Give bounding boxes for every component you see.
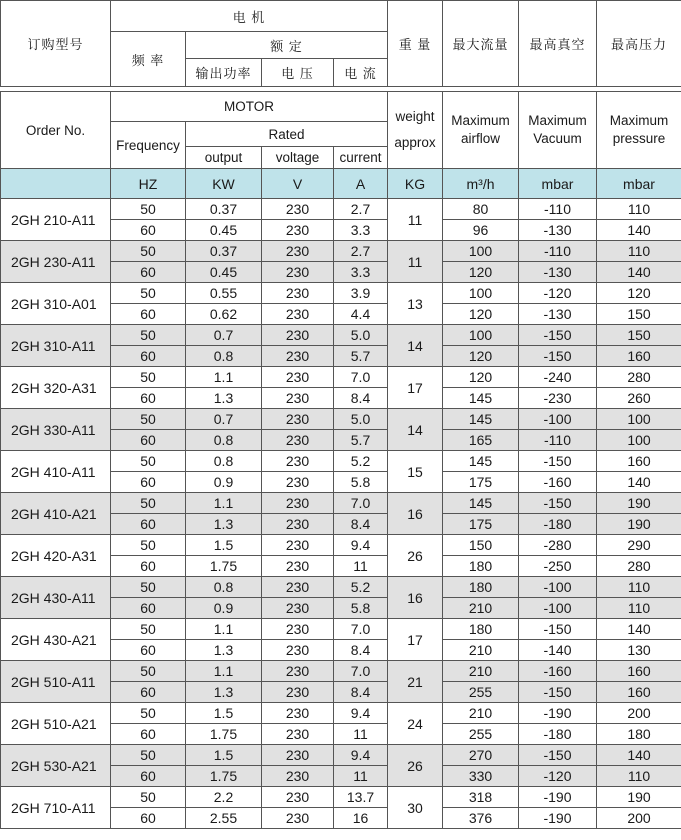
model-name: 2GH 710-A11	[1, 787, 111, 829]
frequency-cell: 50	[111, 577, 186, 598]
voltage-header-cn: 电 压	[262, 59, 334, 87]
weight-cell: 17	[388, 619, 443, 661]
current-cell: 5.2	[334, 451, 388, 472]
frequency-cell: 50	[111, 703, 186, 724]
model-name: 2GH 430-A11	[1, 577, 111, 619]
weight-label-line2: approx	[394, 135, 436, 150]
airflow-cell: 100	[443, 283, 519, 304]
weight-cell: 16	[388, 577, 443, 619]
output-cell: 2.2	[186, 787, 262, 808]
voltage-cell: 230	[262, 199, 334, 220]
weight-cell: 13	[388, 283, 443, 325]
table-row	[1, 535, 681, 556]
airflow-cell: 100	[443, 325, 519, 346]
weight-cell: 17	[388, 367, 443, 409]
model-name: 2GH 510-A11	[1, 661, 111, 703]
output-cell: 1.75	[186, 766, 262, 787]
pressure-cell: 160	[597, 661, 681, 682]
airflow-cell: 270	[443, 745, 519, 766]
unit-pressure: mbar	[597, 169, 681, 199]
frequency-cell: 60	[111, 430, 186, 451]
output-cell: 1.75	[186, 724, 262, 745]
vacuum-cell: -150	[519, 493, 597, 514]
frequency-cell: 50	[111, 493, 186, 514]
output-cell: 0.8	[186, 451, 262, 472]
voltage-cell: 230	[262, 514, 334, 535]
output-cell: 0.8	[186, 577, 262, 598]
model-name: 2GH 410-A11	[1, 451, 111, 493]
table-row	[1, 703, 681, 724]
pressure-cell: 120	[597, 283, 681, 304]
airflow-cell: 145	[443, 388, 519, 409]
vacuum-cell: -190	[519, 808, 597, 829]
model-name: 2GH 310-A11	[1, 325, 111, 367]
frequency-header-cn: 频 率	[111, 32, 186, 87]
vacuum-cell: -100	[519, 577, 597, 598]
pressure-cell: 190	[597, 514, 681, 535]
pressure-cell: 260	[597, 388, 681, 409]
current-cell: 5.0	[334, 409, 388, 430]
airflow-cell: 120	[443, 346, 519, 367]
current-cell: 3.9	[334, 283, 388, 304]
table-row	[1, 199, 681, 220]
pressure-cell: 150	[597, 304, 681, 325]
voltage-cell: 230	[262, 283, 334, 304]
vacuum-header-cn: 最高真空	[519, 1, 597, 87]
units-blank	[1, 169, 111, 199]
frequency-cell: 60	[111, 682, 186, 703]
vacuum-cell: -120	[519, 766, 597, 787]
pressure-cell: 140	[597, 262, 681, 283]
current-cell: 7.0	[334, 367, 388, 388]
model-name: 2GH 510-A21	[1, 703, 111, 745]
output-header-cn: 输出功率	[186, 59, 262, 87]
voltage-cell: 230	[262, 388, 334, 409]
current-cell: 9.4	[334, 745, 388, 766]
pressure-cell: 200	[597, 808, 681, 829]
current-cell: 5.7	[334, 346, 388, 367]
vacuum-cell: -100	[519, 409, 597, 430]
airflow-cell: 80	[443, 199, 519, 220]
model-name: 2GH 430-A21	[1, 619, 111, 661]
airflow-cell: 150	[443, 535, 519, 556]
pressure-cell: 190	[597, 787, 681, 808]
vacuum-cell: -130	[519, 262, 597, 283]
output-cell: 1.3	[186, 514, 262, 535]
frequency-cell: 50	[111, 199, 186, 220]
vacuum-cell: -280	[519, 535, 597, 556]
unit-voltage: V	[262, 169, 334, 199]
output-cell: 0.9	[186, 472, 262, 493]
airflow-label-line1: Maximum	[451, 113, 510, 128]
frequency-cell: 50	[111, 283, 186, 304]
voltage-cell: 230	[262, 661, 334, 682]
voltage-cell: 230	[262, 787, 334, 808]
airflow-cell: 180	[443, 556, 519, 577]
current-cell: 11	[334, 766, 388, 787]
pressure-cell: 280	[597, 556, 681, 577]
frequency-cell: 60	[111, 724, 186, 745]
voltage-cell: 230	[262, 409, 334, 430]
vacuum-cell: -110	[519, 241, 597, 262]
pressure-cell: 130	[597, 640, 681, 661]
output-cell: 0.62	[186, 304, 262, 325]
weight-cell: 14	[388, 409, 443, 451]
voltage-cell: 230	[262, 535, 334, 556]
table-row	[1, 409, 681, 430]
current-cell: 5.8	[334, 472, 388, 493]
output-cell: 0.7	[186, 409, 262, 430]
pressure-cell: 140	[597, 472, 681, 493]
data-body	[1, 199, 681, 829]
voltage-cell: 230	[262, 682, 334, 703]
frequency-header-en: Frequency	[111, 122, 186, 169]
vacuum-cell: -190	[519, 703, 597, 724]
airflow-cell: 180	[443, 619, 519, 640]
vacuum-cell: -190	[519, 787, 597, 808]
vacuum-cell: -120	[519, 283, 597, 304]
weight-cell: 16	[388, 493, 443, 535]
vacuum-cell: -130	[519, 304, 597, 325]
order-header-en: Order No.	[1, 92, 111, 169]
vacuum-cell: -150	[519, 346, 597, 367]
output-cell: 0.7	[186, 325, 262, 346]
unit-weight: KG	[388, 169, 443, 199]
unit-frequency: HZ	[111, 169, 186, 199]
table-row	[1, 745, 681, 766]
voltage-cell: 230	[262, 598, 334, 619]
model-name: 2GH 330-A11	[1, 409, 111, 451]
current-cell: 8.4	[334, 640, 388, 661]
pressure-cell: 280	[597, 367, 681, 388]
current-header-cn: 电 流	[334, 59, 388, 87]
pressure-cell: 140	[597, 220, 681, 241]
pressure-cell: 110	[597, 241, 681, 262]
vacuum-cell: -110	[519, 430, 597, 451]
current-cell: 5.8	[334, 598, 388, 619]
airflow-cell: 318	[443, 787, 519, 808]
airflow-cell: 255	[443, 724, 519, 745]
frequency-cell: 60	[111, 808, 186, 829]
current-cell: 8.4	[334, 682, 388, 703]
pressure-cell: 100	[597, 409, 681, 430]
output-cell: 0.8	[186, 430, 262, 451]
vacuum-cell: -150	[519, 451, 597, 472]
voltage-cell: 230	[262, 724, 334, 745]
frequency-cell: 50	[111, 619, 186, 640]
current-cell: 9.4	[334, 535, 388, 556]
voltage-header-en: voltage	[262, 147, 334, 169]
current-cell: 7.0	[334, 493, 388, 514]
pressure-cell: 290	[597, 535, 681, 556]
voltage-cell: 230	[262, 808, 334, 829]
airflow-cell: 210	[443, 598, 519, 619]
output-cell: 1.1	[186, 619, 262, 640]
vacuum-cell: -150	[519, 325, 597, 346]
voltage-cell: 230	[262, 367, 334, 388]
airflow-cell: 120	[443, 367, 519, 388]
frequency-cell: 60	[111, 472, 186, 493]
pressure-header-cn: 最高压力	[597, 1, 681, 87]
current-cell: 2.7	[334, 241, 388, 262]
output-cell: 1.1	[186, 367, 262, 388]
current-cell: 9.4	[334, 703, 388, 724]
vacuum-cell: -240	[519, 367, 597, 388]
current-cell: 3.3	[334, 262, 388, 283]
output-cell: 0.45	[186, 220, 262, 241]
table-row	[1, 577, 681, 598]
pressure-cell: 140	[597, 745, 681, 766]
frequency-cell: 60	[111, 514, 186, 535]
table-row	[1, 619, 681, 640]
vacuum-cell: -180	[519, 514, 597, 535]
current-header-en: current	[334, 147, 388, 169]
frequency-cell: 60	[111, 766, 186, 787]
airflow-label-line2: airflow	[460, 131, 500, 146]
voltage-cell: 230	[262, 493, 334, 514]
output-cell: 0.45	[186, 262, 262, 283]
current-cell: 7.0	[334, 661, 388, 682]
current-cell: 7.0	[334, 619, 388, 640]
output-cell: 1.3	[186, 682, 262, 703]
weight-header-cn: 重 量	[388, 1, 443, 87]
current-cell: 5.0	[334, 325, 388, 346]
pressure-cell: 110	[597, 577, 681, 598]
table-row	[1, 283, 681, 304]
voltage-cell: 230	[262, 451, 334, 472]
voltage-cell: 230	[262, 703, 334, 724]
weight-cell: 11	[388, 241, 443, 283]
voltage-cell: 230	[262, 745, 334, 766]
airflow-cell: 210	[443, 661, 519, 682]
airflow-cell: 120	[443, 304, 519, 325]
vacuum-cell: -160	[519, 661, 597, 682]
output-cell: 2.55	[186, 808, 262, 829]
weight-cell: 26	[388, 535, 443, 577]
frequency-cell: 60	[111, 346, 186, 367]
model-name: 2GH 320-A31	[1, 367, 111, 409]
table-row	[1, 787, 681, 808]
airflow-cell: 175	[443, 514, 519, 535]
airflow-cell: 210	[443, 640, 519, 661]
unit-vacuum: mbar	[519, 169, 597, 199]
frequency-cell: 60	[111, 304, 186, 325]
frequency-cell: 60	[111, 388, 186, 409]
table-row	[1, 661, 681, 682]
units-row	[1, 169, 681, 199]
voltage-cell: 230	[262, 346, 334, 367]
weight-cell: 11	[388, 199, 443, 241]
model-name: 2GH 420-A31	[1, 535, 111, 577]
model-name: 2GH 310-A01	[1, 283, 111, 325]
table-row	[1, 367, 681, 388]
voltage-cell: 230	[262, 262, 334, 283]
motor-header-en: MOTOR	[111, 92, 388, 122]
current-cell: 13.7	[334, 787, 388, 808]
current-cell: 5.2	[334, 577, 388, 598]
current-cell: 16	[334, 808, 388, 829]
output-cell: 1.5	[186, 703, 262, 724]
airflow-cell: 330	[443, 766, 519, 787]
current-cell: 2.7	[334, 199, 388, 220]
pressure-cell: 160	[597, 451, 681, 472]
pressure-cell: 150	[597, 325, 681, 346]
frequency-cell: 50	[111, 787, 186, 808]
current-cell: 5.7	[334, 430, 388, 451]
vacuum-cell: -250	[519, 556, 597, 577]
table-row	[1, 241, 681, 262]
model-name: 2GH 230-A11	[1, 241, 111, 283]
vacuum-label-line1: Maximum	[528, 113, 587, 128]
unit-airflow: m³/h	[443, 169, 519, 199]
voltage-cell: 230	[262, 430, 334, 451]
weight-cell: 26	[388, 745, 443, 787]
vacuum-cell: -230	[519, 388, 597, 409]
voltage-cell: 230	[262, 640, 334, 661]
model-name: 2GH 410-A21	[1, 493, 111, 535]
vacuum-cell: -110	[519, 199, 597, 220]
pressure-cell: 180	[597, 724, 681, 745]
voltage-cell: 230	[262, 241, 334, 262]
airflow-cell: 180	[443, 577, 519, 598]
voltage-cell: 230	[262, 304, 334, 325]
current-cell: 3.3	[334, 220, 388, 241]
frequency-cell: 50	[111, 325, 186, 346]
pressure-cell: 200	[597, 703, 681, 724]
weight-header-en	[388, 92, 443, 169]
vacuum-cell: -140	[519, 640, 597, 661]
output-cell: 1.1	[186, 493, 262, 514]
current-cell: 4.4	[334, 304, 388, 325]
frequency-cell: 50	[111, 241, 186, 262]
vacuum-header-en	[519, 92, 597, 169]
motor-header-cn: 电 机	[111, 1, 388, 32]
current-cell: 8.4	[334, 514, 388, 535]
airflow-cell: 175	[443, 472, 519, 493]
frequency-cell: 60	[111, 556, 186, 577]
airflow-header-en	[443, 92, 519, 169]
voltage-cell: 230	[262, 325, 334, 346]
pressure-cell: 140	[597, 619, 681, 640]
voltage-cell: 230	[262, 472, 334, 493]
current-cell: 11	[334, 724, 388, 745]
pressure-label-line2: pressure	[612, 131, 666, 146]
frequency-cell: 50	[111, 451, 186, 472]
output-cell: 0.55	[186, 283, 262, 304]
pressure-cell: 110	[597, 199, 681, 220]
weight-cell: 24	[388, 703, 443, 745]
weight-cell: 30	[388, 787, 443, 829]
table-row	[1, 451, 681, 472]
order-header-cn: 订购型号	[1, 1, 111, 87]
frequency-cell: 50	[111, 367, 186, 388]
frequency-cell: 50	[111, 535, 186, 556]
airflow-cell: 145	[443, 409, 519, 430]
output-cell: 1.1	[186, 661, 262, 682]
voltage-cell: 230	[262, 766, 334, 787]
rated-header-en: Rated	[186, 122, 388, 147]
output-cell: 1.3	[186, 388, 262, 409]
output-cell: 0.37	[186, 241, 262, 262]
weight-cell: 14	[388, 325, 443, 367]
weight-cell: 15	[388, 451, 443, 493]
vacuum-cell: -100	[519, 598, 597, 619]
weight-label-line1: weight	[395, 109, 435, 124]
rated-header-cn: 额 定	[186, 32, 388, 59]
vacuum-cell: -150	[519, 619, 597, 640]
vacuum-cell: -150	[519, 745, 597, 766]
airflow-cell: 96	[443, 220, 519, 241]
frequency-cell: 60	[111, 220, 186, 241]
vacuum-cell: -130	[519, 220, 597, 241]
current-cell: 11	[334, 556, 388, 577]
pressure-cell: 110	[597, 598, 681, 619]
output-cell: 1.5	[186, 535, 262, 556]
airflow-cell: 376	[443, 808, 519, 829]
table-row	[1, 325, 681, 346]
output-header-en: output	[186, 147, 262, 169]
pressure-label-line1: Maximum	[609, 113, 669, 128]
table-row	[1, 493, 681, 514]
unit-current: A	[334, 169, 388, 199]
airflow-cell: 165	[443, 430, 519, 451]
frequency-cell: 60	[111, 640, 186, 661]
frequency-cell: 50	[111, 661, 186, 682]
voltage-cell: 230	[262, 619, 334, 640]
voltage-cell: 230	[262, 220, 334, 241]
vacuum-cell: -160	[519, 472, 597, 493]
airflow-cell: 100	[443, 241, 519, 262]
airflow-cell: 145	[443, 493, 519, 514]
unit-output: KW	[186, 169, 262, 199]
airflow-cell: 255	[443, 682, 519, 703]
voltage-cell: 230	[262, 556, 334, 577]
output-cell: 1.3	[186, 640, 262, 661]
frequency-cell: 60	[111, 262, 186, 283]
vacuum-cell: -180	[519, 724, 597, 745]
current-cell: 8.4	[334, 388, 388, 409]
output-cell: 0.9	[186, 598, 262, 619]
frequency-cell: 50	[111, 745, 186, 766]
pressure-cell: 100	[597, 430, 681, 451]
output-cell: 1.5	[186, 745, 262, 766]
model-name: 2GH 530-A21	[1, 745, 111, 787]
frequency-cell: 60	[111, 598, 186, 619]
pressure-cell: 160	[597, 346, 681, 367]
output-cell: 1.75	[186, 556, 262, 577]
vacuum-label-line2: Vacuum	[533, 131, 582, 146]
airflow-cell: 145	[443, 451, 519, 472]
pressure-header-en	[597, 92, 681, 169]
airflow-cell: 210	[443, 703, 519, 724]
airflow-header-cn: 最大流量	[443, 1, 519, 87]
pressure-cell: 190	[597, 493, 681, 514]
airflow-cell: 120	[443, 262, 519, 283]
vacuum-cell: -150	[519, 682, 597, 703]
output-cell: 0.8	[186, 346, 262, 367]
voltage-cell: 230	[262, 577, 334, 598]
pressure-cell: 160	[597, 682, 681, 703]
output-cell: 0.37	[186, 199, 262, 220]
pressure-cell: 110	[597, 766, 681, 787]
model-name: 2GH 210-A11	[1, 199, 111, 241]
weight-cell: 21	[388, 661, 443, 703]
frequency-cell: 50	[111, 409, 186, 430]
